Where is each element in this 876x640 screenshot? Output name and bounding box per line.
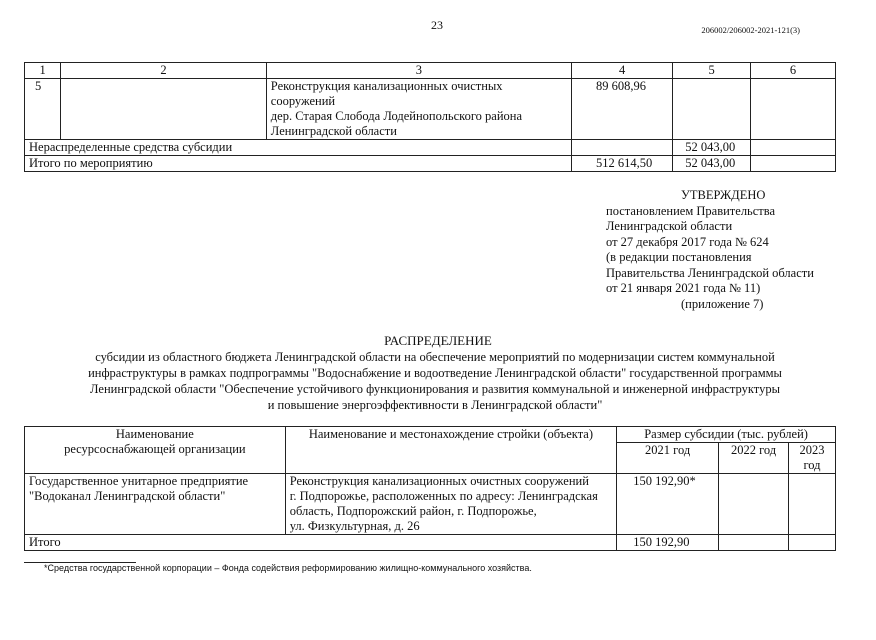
subtitle-line: и повышение энергоэффективности в Ленинградской области" bbox=[267, 398, 603, 412]
table-row bbox=[25, 474, 836, 535]
description-line: Ленинградской области bbox=[270, 124, 397, 138]
approval-line: постановлением Правительства bbox=[606, 203, 776, 218]
amount-cell bbox=[789, 535, 836, 551]
table-row bbox=[25, 79, 836, 140]
object-description bbox=[266, 79, 571, 140]
table-cell bbox=[673, 79, 751, 140]
subtitle-line: Ленинградской области "Обеспечение устойчивого функционирования и развития коммунальной и инженерной инфраструктуры bbox=[90, 382, 780, 396]
undistributed-row bbox=[25, 140, 836, 156]
header-line: Наименование bbox=[115, 427, 194, 441]
table-cell bbox=[571, 140, 672, 156]
column-number-row bbox=[25, 63, 836, 79]
org-header bbox=[25, 427, 286, 474]
approval-line: (в редакции постановления bbox=[606, 250, 752, 264]
amount-cell: 52 043,00 bbox=[673, 140, 751, 156]
header-row bbox=[25, 427, 836, 443]
program-table-continuation bbox=[24, 62, 836, 172]
subtitle-line: субсидии из областного бюджета Ленинградской области на обеспечение мероприятий по модернизации систем коммунальной bbox=[95, 350, 775, 364]
amount-cell: 150 192,90 bbox=[617, 535, 719, 551]
approval-line: Правительства Ленинградской области bbox=[606, 265, 814, 280]
table-cell bbox=[751, 140, 836, 156]
object-cell bbox=[285, 474, 617, 535]
amount-cell bbox=[789, 474, 836, 535]
subsidy-header: Размер субсидии (тыс. рублей) bbox=[617, 427, 836, 443]
org-line: "Водоканал Ленинградской области" bbox=[29, 489, 226, 503]
page-number: 23 bbox=[431, 18, 443, 32]
amount-cell bbox=[719, 535, 789, 551]
year-header: 2021 год bbox=[617, 443, 719, 474]
footnote: *Средства государственной корпорации – Фонда содействия реформированию жилищно-коммунального хозяйства. bbox=[44, 563, 532, 573]
amount-cell: 89 608,96 bbox=[571, 79, 672, 140]
total-row bbox=[25, 535, 836, 551]
total-row bbox=[25, 156, 836, 172]
table-cell bbox=[751, 79, 836, 140]
document-code: 206002/206002-2021-121(3) bbox=[701, 25, 800, 35]
column-number: 4 bbox=[571, 63, 672, 79]
object-header: Наименование и местонахождение стройки (объекта) bbox=[285, 427, 617, 474]
distribution-title: РАСПРЕДЕЛЕНИЕ bbox=[384, 333, 492, 348]
object-line: г. Подпорожье, расположенных по адресу: Ленинградская bbox=[289, 489, 598, 503]
object-line: Реконструкция канализационных очистных сооружений bbox=[289, 474, 589, 488]
approval-title: УТВЕРЖДЕНО bbox=[681, 188, 766, 202]
amount-cell: 52 043,00 bbox=[673, 156, 751, 172]
column-number: 5 bbox=[673, 63, 751, 79]
amount-cell: 150 192,90* bbox=[617, 474, 719, 535]
undistributed-label: Нераспределенные средства субсидии bbox=[25, 140, 572, 156]
subtitle-line: инфраструктуры в рамках подпрограммы "Водоснабжение и водоотведение Ленинградской области" государственной программы bbox=[88, 366, 782, 380]
distribution-table bbox=[24, 426, 836, 551]
object-line: ул. Физкультурная, д. 26 bbox=[289, 519, 420, 533]
row-number: 5 bbox=[25, 79, 61, 140]
annex-label: (приложение 7) bbox=[681, 296, 764, 311]
description-line: дер. Старая Слобода Лодейнопольского района bbox=[270, 109, 523, 123]
table-cell bbox=[751, 156, 836, 172]
org-line: Государственное унитарное предприятие bbox=[29, 474, 249, 488]
amount-cell: 512 614,50 bbox=[571, 156, 672, 172]
header-line: ресурсоснабжающей организации bbox=[64, 442, 246, 456]
column-number: 1 bbox=[25, 63, 61, 79]
org-cell bbox=[25, 474, 286, 535]
approval-line: от 21 января 2021 года № 11) bbox=[606, 281, 761, 295]
column-number: 6 bbox=[751, 63, 836, 79]
total-label: Итого по мероприятию bbox=[25, 156, 572, 172]
column-number: 3 bbox=[266, 63, 571, 79]
approval-line: Ленинградской области bbox=[606, 219, 733, 233]
amount-cell bbox=[719, 474, 789, 535]
object-line: область, Подпорожский район, г. Подпорожье, bbox=[289, 504, 537, 518]
description-line: Реконструкция канализационных очистных сооружений bbox=[270, 79, 503, 108]
approval-line: от 27 декабря 2017 года № 624 bbox=[606, 234, 769, 249]
distribution-subtitle bbox=[40, 349, 830, 413]
total-label: Итого bbox=[25, 535, 617, 551]
year-header: 2022 год bbox=[719, 443, 789, 474]
year-header: 2023 год bbox=[789, 443, 836, 474]
approval-block bbox=[606, 188, 846, 312]
column-number: 2 bbox=[61, 63, 266, 79]
table-cell bbox=[61, 79, 266, 140]
